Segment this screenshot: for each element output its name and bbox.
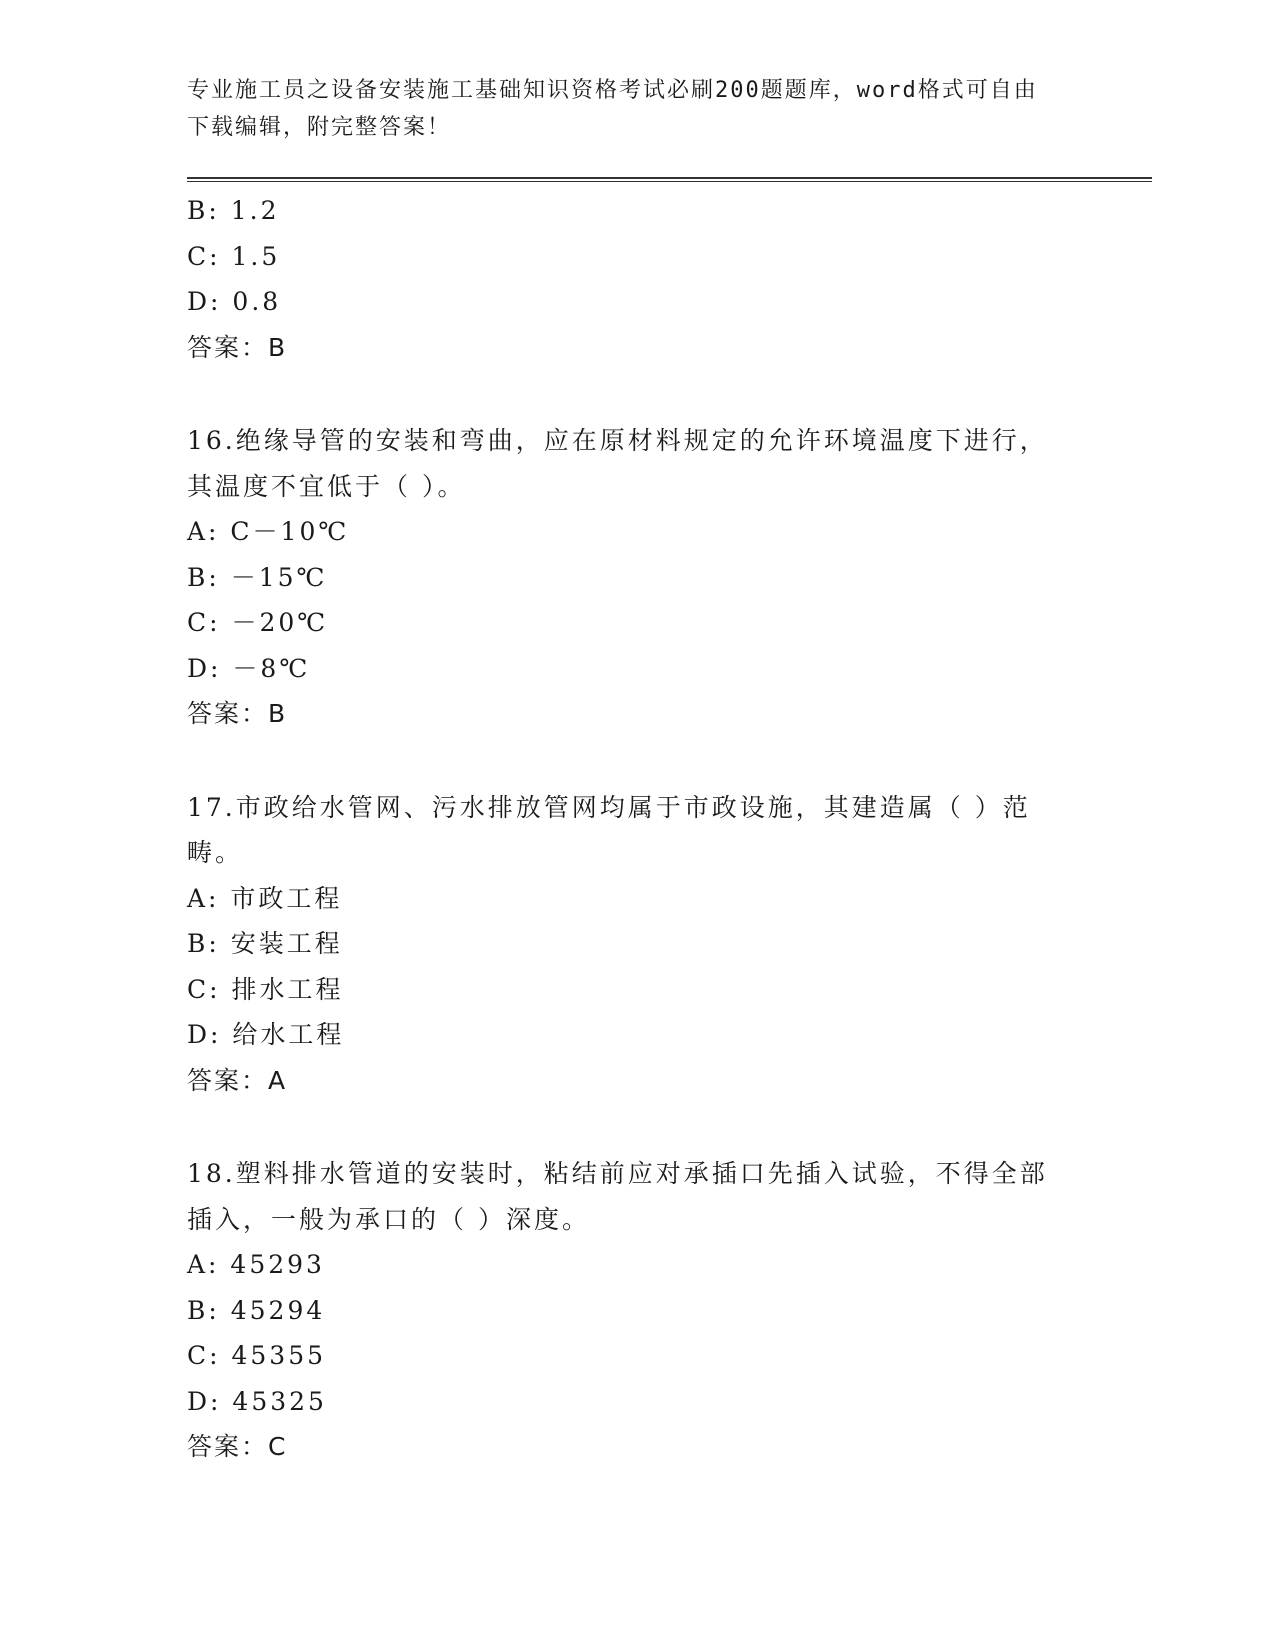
answer-line: 答案：A	[187, 1065, 288, 1095]
question-18	[187, 1151, 1087, 1470]
option-c: C: 45355	[187, 1341, 327, 1370]
header-rule-thin	[187, 181, 1152, 182]
option-d: D: －8℃	[187, 653, 311, 683]
header-line-2: 下载编辑，附完整答案！	[187, 115, 452, 140]
document-body	[187, 188, 1087, 1470]
option-a: A: 市政工程	[187, 883, 343, 913]
option-c: C: 排水工程	[187, 974, 344, 1004]
question-text-line-2: 插入，一般为承口的（ ）深度。	[187, 1204, 590, 1234]
option-b: B: 1.2	[187, 196, 280, 225]
question-17	[187, 785, 1087, 1104]
question-16	[187, 418, 1087, 737]
question-text-line-2: 畴。	[187, 838, 244, 867]
question-text-line-1: 18.塑料排水管道的安装时，粘结前应对承插口先插入试验，不得全部	[187, 1159, 1048, 1188]
option-b: B: 安装工程	[187, 929, 343, 958]
option-a: A: C－10℃	[187, 517, 350, 546]
option-c: C: －20℃	[187, 608, 329, 637]
option-d: D: 给水工程	[187, 1020, 345, 1049]
question-text-line-1: 16.绝缘导管的安装和弯曲，应在原材料规定的允许环境温度下进行，	[187, 426, 1048, 455]
option-d: D: 0.8	[187, 287, 282, 316]
option-c: C: 1.5	[187, 241, 281, 271]
question-15-tail	[187, 188, 1087, 370]
option-b: B: －15℃	[187, 562, 328, 592]
option-b: B: 45294	[187, 1295, 326, 1325]
option-a: A: 45293	[187, 1250, 325, 1279]
answer-line: 答案：C	[187, 1432, 288, 1461]
option-d: D: 45325	[187, 1386, 327, 1416]
header-rule-thick	[187, 177, 1152, 179]
header-line-1: 专业施工员之设备安装施工基础知识资格考试必刷200题题库，word格式可自由	[187, 78, 1038, 103]
answer-line: 答案：B	[187, 332, 288, 362]
question-text-line-2: 其温度不宜低于（ ）。	[187, 471, 466, 501]
question-text-line-1: 17.市政给水管网、污水排放管网均属于市政设施，其建造属（ ）范	[187, 792, 1031, 822]
answer-line: 答案：B	[187, 699, 288, 728]
document-header	[187, 72, 1067, 146]
